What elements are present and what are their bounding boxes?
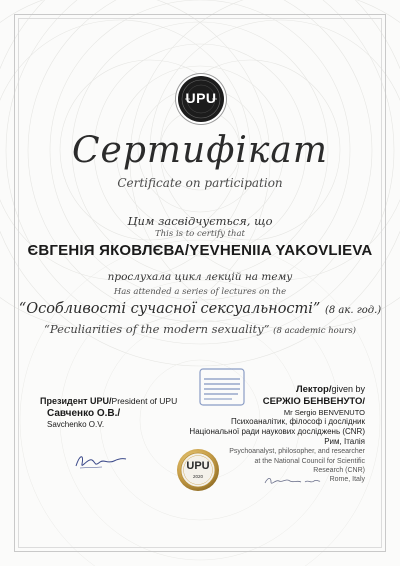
upu-logo: [178, 76, 224, 122]
lecturer-desc-en-1: Psychoanalyst, philosopher, and researcher: [229, 448, 365, 456]
certify-line-uk: Цим засвідчується, що: [127, 214, 273, 228]
lecturer-desc-uk-3: Рим, Італія: [324, 437, 365, 447]
course-title-uk: [0, 301, 400, 317]
seal-text: UPU: [186, 460, 210, 472]
attended-line-uk: прослухала цикл лекцій на тему: [107, 271, 293, 283]
course-name-uk: “Особливості сучасної сексуальності”: [18, 301, 321, 317]
lecturer-desc-uk-2: Національної ради наукових досліджень (CNR): [189, 427, 365, 437]
president-role: [40, 396, 190, 406]
lecturer-desc-en-3: Research (CNR): [313, 466, 365, 474]
recipient-name: ЄВГЕНІЯ ЯКОВЛЄВА/YEVHENIIA YAKOVLIEVA: [27, 242, 373, 259]
lecturer-name-uk: СЕРЖІО БЕНВЕНУТО/: [262, 395, 365, 407]
lecturer-role-en: given by: [331, 384, 365, 394]
lecturer-desc-en-2: at the National Council for Scientific: [254, 457, 365, 465]
course-name-en: “Peculiarities of the modern sexuality”: [44, 322, 270, 336]
certify-line-en: This is to certify that: [155, 229, 245, 239]
lecturer-signature: [262, 474, 322, 488]
president-name-uk: Савченко О.В./: [47, 408, 121, 419]
certificate-title: Сертифікат: [71, 130, 328, 171]
president-signature: [72, 450, 128, 472]
course-hours-en: (8 academic hours): [273, 326, 356, 336]
lecturer-name-en: Mr Sergio BENVENUTO: [283, 407, 365, 417]
president-name-en: Savchenko O.V.: [47, 420, 105, 429]
president-block: [40, 396, 190, 429]
president-role-en: President of UPU: [111, 396, 178, 406]
attended-line-en: Has attended a series of lectures on the: [113, 287, 287, 297]
lecturer-role: [175, 384, 365, 396]
seal-year: 2020: [192, 474, 203, 479]
lecturer-role-uk: Лектор/: [295, 384, 332, 395]
logo-text: UPU: [185, 90, 217, 106]
lecturer-desc-uk-1: Психоаналітик, філософ і дослідник: [231, 417, 365, 427]
president-role-uk: Президент UPU/: [40, 396, 112, 406]
course-title-en: [0, 322, 400, 336]
lecturer-desc-en-4: Rome, Italy: [329, 476, 365, 484]
certificate-subtitle: Certificate on participation: [117, 176, 283, 190]
course-hours-uk: (8 ак. год.): [324, 305, 382, 316]
